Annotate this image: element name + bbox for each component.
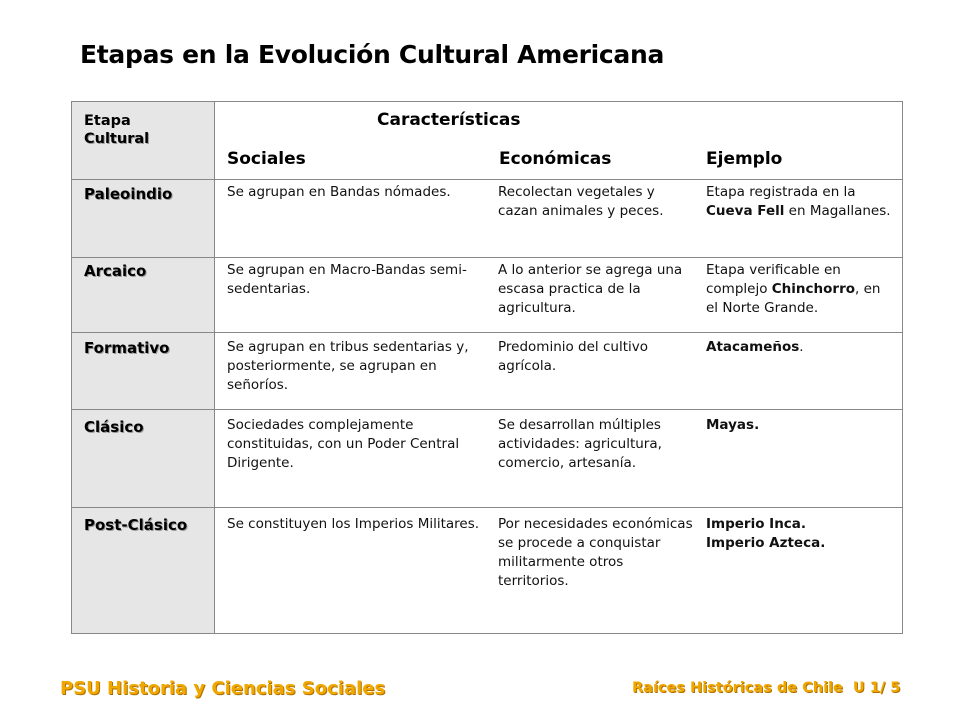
header-ejemplo: Ejemplo bbox=[706, 149, 783, 169]
ejemplo-cell: Atacameños. bbox=[706, 339, 804, 355]
ejemplo-cell: Etapa verificable en complejo Chinchorro, en el Norte Grande. bbox=[706, 262, 881, 316]
header-etapa-cultural bbox=[84, 112, 149, 148]
row-divider bbox=[72, 179, 902, 180]
stage-label: Arcaico bbox=[84, 262, 147, 280]
stages-table bbox=[71, 101, 903, 634]
stage-label: Post-Clásico bbox=[84, 516, 188, 534]
sociales-cell: Se agrupan en tribus sedentarias y, posteriormente, se agrupan en señoríos. bbox=[227, 339, 469, 393]
economicas-cell: A lo anterior se agrega una escasa practica de la agricultura. bbox=[498, 262, 683, 316]
header-etapa-line2: Cultural bbox=[84, 131, 150, 147]
footer-course-title: PSU Historia y Ciencias Sociales bbox=[60, 678, 386, 699]
ejemplo-cell: Imperio Inca. Imperio Azteca. bbox=[706, 516, 826, 551]
ejemplo-cell: Etapa registrada en la Cueva Fell en Magallanes. bbox=[706, 184, 891, 219]
stage-label: Clásico bbox=[84, 418, 144, 436]
page-title: Etapas en la Evolución Cultural Americana bbox=[80, 40, 665, 69]
sociales-cell: Se agrupan en Bandas nómades. bbox=[227, 184, 451, 200]
stage-column-background bbox=[72, 102, 215, 633]
economicas-cell: Se desarrollan múltiples actividades: agricultura, comercio, artesanía. bbox=[498, 417, 662, 471]
economicas-cell: Predominio del cultivo agrícola. bbox=[498, 339, 648, 374]
row-divider bbox=[72, 507, 902, 508]
footer-unit-label: Raíces Históricas de Chile U 1/ 5 bbox=[632, 680, 901, 696]
sociales-cell: Se constituyen los Imperios Militares. bbox=[227, 516, 480, 532]
header-economicas: Económicas bbox=[499, 149, 612, 169]
ejemplo-cell: Mayas. bbox=[706, 417, 760, 433]
sociales-cell: Sociedades complejamente constituidas, con un Poder Central Dirigente. bbox=[227, 417, 460, 471]
header-sociales: Sociales bbox=[227, 149, 306, 169]
economicas-cell: Por necesidades económicas se procede a conquistar militarmente otros territorios. bbox=[498, 516, 693, 589]
stage-label: Formativo bbox=[84, 339, 170, 357]
row-divider bbox=[72, 409, 902, 410]
economicas-cell: Recolectan vegetales y cazan animales y peces. bbox=[498, 184, 664, 219]
stage-label: Paleoindio bbox=[84, 185, 173, 203]
sociales-cell: Se agrupan en Macro-Bandas semi-sedentarias. bbox=[227, 262, 467, 297]
header-etapa-line1: Etapa bbox=[84, 113, 131, 129]
row-divider bbox=[72, 332, 902, 333]
row-divider bbox=[72, 257, 902, 258]
header-caracteristicas: Características bbox=[377, 110, 521, 130]
